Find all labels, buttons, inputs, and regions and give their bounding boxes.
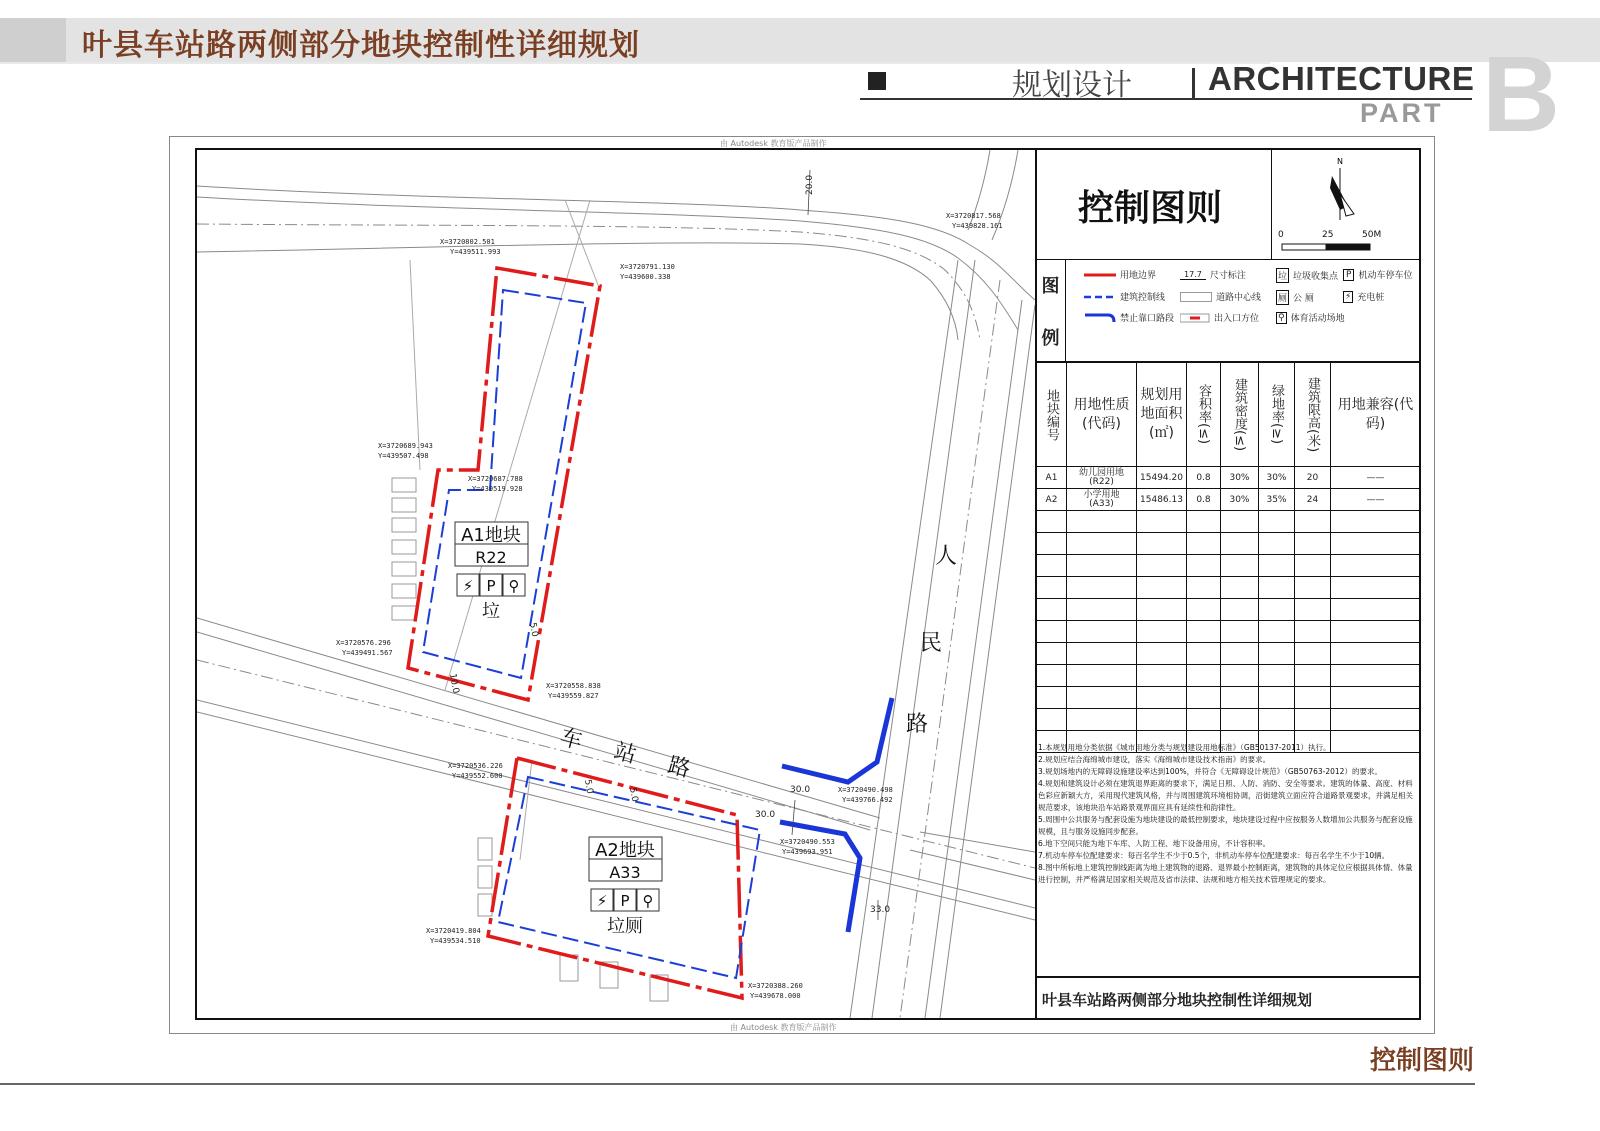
planning-notes bbox=[1038, 742, 1416, 886]
legend-item-boundary: 用地边界 bbox=[1120, 271, 1157, 281]
coord-y-9: Y=439552.600 bbox=[452, 772, 503, 780]
parking-icon: P bbox=[620, 892, 630, 910]
col-land-use: 用地性质(代码) bbox=[1067, 363, 1137, 467]
scale-label-50: 50M bbox=[1362, 230, 1382, 240]
col-compat: 用地兼容(代码) bbox=[1331, 363, 1421, 467]
note-6: 6.地下空间只能为地下车库、人防工程、地下设备用房，不计容积率。 bbox=[1038, 839, 1271, 848]
station-road-char-3: 路 bbox=[665, 752, 693, 783]
note-5: 5.周围中公共服务与配套设施为地块建设的最低控制要求，地块建设过程中应按服务人数增加公共服务与配套设施规模，且与服务设施同步配套。 bbox=[1038, 815, 1413, 836]
parcel-a1-boundary bbox=[408, 268, 600, 700]
col-height: 建筑限高(米) bbox=[1295, 363, 1331, 467]
note-2: 2.规划应结合海绵城市建设，落实《海绵城市建设技术指南》的要求。 bbox=[1038, 755, 1271, 764]
note-7: 7.机动车停车位配建要求：每百名学生不少于0.5个，非机动车停车位配建要求：每百名学生不少于10辆。 bbox=[1038, 851, 1390, 860]
legend-heading-1: 图 bbox=[1041, 276, 1060, 297]
width-renmin-road: 33.0 bbox=[870, 905, 891, 915]
col-area: 规划用地面积(㎡) bbox=[1137, 363, 1187, 467]
charging-icon: ⚡ bbox=[462, 577, 474, 595]
table-row-empty bbox=[1037, 709, 1421, 731]
charging-icon: ⚡ bbox=[1345, 291, 1352, 302]
scale-label-0: 0 bbox=[1278, 230, 1284, 240]
parcel-a1-code: R22 bbox=[475, 548, 507, 567]
parcel-indicator-table bbox=[1036, 362, 1421, 753]
width-north-road: 20.0 bbox=[805, 174, 815, 195]
legend-item-sports: ⚲ 体育活动场地 bbox=[1278, 312, 1345, 324]
scale-label-25: 25 bbox=[1322, 230, 1334, 240]
note-8: 8.图中所标地上建筑控制线距离为地上建筑物的退路、退界最小控制距离，建筑物的具体定位应根据具体情、体量进行控制，并严格满足国家相关规范及省市法律、法规和地方相关技术管理规定的要求。 bbox=[1038, 863, 1413, 884]
sports-field-icon: ⚲ bbox=[1278, 312, 1285, 323]
coord-x-9: X=3720536.226 bbox=[448, 762, 503, 770]
table-row-empty bbox=[1037, 599, 1421, 621]
legend bbox=[1036, 260, 1420, 362]
parking-icon: P bbox=[486, 577, 496, 595]
parcel-a1-control-line bbox=[423, 290, 586, 678]
legend-item-dimension: 17.7 尺寸标注 bbox=[1180, 268, 1246, 281]
renmin-road-char-1: 人 bbox=[935, 544, 958, 569]
coord-y-6: Y=439559.827 bbox=[548, 692, 599, 700]
coord-x-2: X=3720791.130 bbox=[620, 263, 675, 271]
section-title-cn: 规划设计 bbox=[1012, 68, 1132, 103]
sheet-foot-note: 由 Autodesk 教育版产品制作 bbox=[730, 1023, 837, 1032]
renmin-road-char-3: 路 bbox=[906, 712, 929, 737]
legend-item-charging: ⚡ 充电桩 bbox=[1345, 291, 1385, 303]
table-row-empty bbox=[1037, 555, 1421, 577]
sheet-head-note: 由 Autodesk 教育版产品制作 bbox=[720, 139, 827, 148]
col-parcel-id: 地块编号 bbox=[1037, 363, 1067, 467]
note-3: 3.规划场地内的无障碍设施建设率达到100%，并符合《无障碍设计规范》（GB50763-2012）的要求。 bbox=[1038, 767, 1382, 776]
document-title: 叶县车站路两侧部分地块控制性详细规划 bbox=[82, 28, 640, 63]
footer-caption: 控制图则 bbox=[1370, 1046, 1475, 1076]
coord-x-10: X=3720490.553 bbox=[780, 838, 835, 846]
coord-y-1: Y=439511.993 bbox=[450, 248, 501, 256]
table-row-empty bbox=[1037, 687, 1421, 709]
sports-field-icon: ⚲ bbox=[508, 577, 520, 595]
table-row: A1 幼儿园用地 (R22) 15494.20 0.8 30% 30% 20 —— bbox=[1037, 467, 1421, 489]
table-row: A2 小学用地 (A33) 15486.13 0.8 30% 35% 24 —— bbox=[1037, 489, 1421, 511]
coord-x-7: X=3720817.568 bbox=[946, 212, 1001, 220]
legend-heading-2: 例 bbox=[1041, 328, 1060, 349]
coord-x-1: X=3720802.501 bbox=[440, 238, 495, 246]
dimension-marks bbox=[792, 170, 878, 920]
table-row-empty bbox=[1037, 665, 1421, 687]
coord-y-4: Y=439519.928 bbox=[472, 485, 523, 493]
legend-heading bbox=[1036, 260, 1066, 362]
coord-y-7: Y=439828.161 bbox=[952, 222, 1003, 230]
station-road-char-1: 车 bbox=[557, 724, 585, 755]
coord-x-3: X=3720689.943 bbox=[378, 442, 433, 450]
coord-x-4: X=3720687.788 bbox=[468, 475, 523, 483]
section-divider bbox=[1192, 68, 1195, 98]
parcel-a2-facilities: 垃厕 bbox=[607, 916, 643, 937]
coord-y-5: Y=439491.567 bbox=[342, 649, 393, 657]
parcel-a1-label bbox=[455, 522, 528, 622]
legend-item-no-access: 禁止靠口路段 bbox=[1084, 311, 1174, 324]
svg-text:N: N bbox=[1337, 157, 1343, 166]
sheet-title: 控制图则 bbox=[1078, 188, 1223, 229]
parcel-a1-name: A1地块 bbox=[461, 525, 521, 546]
project-name: 叶县车站路两侧部分地块控制性详细规划 bbox=[1042, 991, 1313, 1009]
coord-y-8: Y=439766.492 bbox=[842, 796, 893, 804]
col-far: 容积率(≤) bbox=[1187, 363, 1221, 467]
legend-item-centerline: 道路中心线 bbox=[1180, 290, 1261, 303]
title-band-accent bbox=[0, 18, 66, 62]
note-4: 4.规划和建筑设计必须在建筑退界距离的要求下，满足日照、人防、消防、安全等要求。建筑的体量、高度、材料色彩应新颖大方，采用现代建筑风格，并与周围建筑环境相协调，沿街建筑立面应符合道路景观要求，并满足相关规范要求，该地块沿车站路景观界面应具有延续性和韵律性。 bbox=[1038, 779, 1413, 812]
coord-x-5: X=3720576.296 bbox=[336, 639, 391, 647]
setback-a2-a: 5.0 bbox=[582, 778, 595, 795]
parking-icon: P bbox=[1343, 269, 1354, 281]
title-block-project-name-box bbox=[1036, 976, 1420, 1020]
north-road bbox=[197, 150, 1035, 340]
table-row-empty bbox=[1037, 577, 1421, 599]
setback-a1: 10.0 bbox=[447, 672, 461, 695]
coord-y-10: Y=439693.951 bbox=[782, 848, 833, 856]
legend-item-parking: P 机动车停车位 bbox=[1343, 268, 1412, 281]
note-1: 1.本规划用地分类依据《城市用地分类与规划建设用地标准》（GB50137-2011）执行。 bbox=[1038, 743, 1331, 752]
part-label: PART bbox=[1360, 98, 1444, 128]
setback-a2-b: 5.0 bbox=[627, 786, 640, 803]
station-road-char-2: 站 bbox=[611, 738, 639, 769]
col-green: 绿地率(≥) bbox=[1259, 363, 1295, 467]
section-title-en: ARCHITECTURE bbox=[1208, 60, 1475, 97]
sports-field-icon: ⚲ bbox=[642, 892, 654, 910]
parcel-a2-code: A33 bbox=[609, 863, 641, 882]
coord-x-6: X=3720558.838 bbox=[546, 682, 601, 690]
table-row-empty bbox=[1037, 511, 1421, 533]
coord-y-12: Y=439678.000 bbox=[750, 992, 801, 1000]
col-density: 建筑密度(≤) bbox=[1221, 363, 1259, 467]
coord-y-3: Y=439507.498 bbox=[378, 452, 429, 460]
coordinate-labels bbox=[336, 212, 1003, 1000]
parcel-a2-name: A2地块 bbox=[595, 840, 655, 861]
part-letter: B bbox=[1482, 33, 1560, 154]
table-row-empty bbox=[1037, 621, 1421, 643]
coord-x-8: X=3720490.498 bbox=[838, 786, 893, 794]
no-access-segments bbox=[780, 698, 892, 932]
width-station-road-2: 30.0 bbox=[755, 810, 776, 820]
legend-item-toilet: 厕 公 厕 bbox=[1276, 290, 1314, 305]
road-names bbox=[557, 544, 957, 783]
parcel-a2-label bbox=[589, 837, 662, 937]
setback-a1-b: 5.0 bbox=[527, 621, 540, 638]
legend-item-control-line: 建筑控制线 bbox=[1120, 293, 1166, 303]
coord-y-2: Y=439600.338 bbox=[620, 273, 671, 281]
coord-x-12: X=3720388.260 bbox=[748, 982, 803, 990]
legend-item-garbage: 垃 垃圾收集点 bbox=[1276, 268, 1338, 283]
width-station-road: 30.0 bbox=[790, 785, 811, 795]
renmin-road-char-2: 民 bbox=[920, 631, 943, 656]
section-marker-square bbox=[868, 72, 886, 90]
table-row-empty bbox=[1037, 533, 1421, 555]
table-row-empty bbox=[1037, 643, 1421, 665]
parcel-a1-facilities: 垃 bbox=[482, 601, 500, 622]
legend-item-entrance: 出入口方位 bbox=[1180, 311, 1259, 324]
charging-icon: ⚡ bbox=[596, 892, 608, 910]
coord-x-11: X=3720419.804 bbox=[426, 927, 481, 935]
sheet-title-box bbox=[1036, 150, 1272, 260]
coord-y-11: Y=439534.510 bbox=[430, 937, 481, 945]
site-plan bbox=[197, 150, 1035, 1018]
scale-bar bbox=[1280, 242, 1400, 254]
footer-rule bbox=[0, 1083, 1475, 1085]
compass-box bbox=[1271, 150, 1419, 260]
north-arrow-icon bbox=[1310, 154, 1370, 224]
